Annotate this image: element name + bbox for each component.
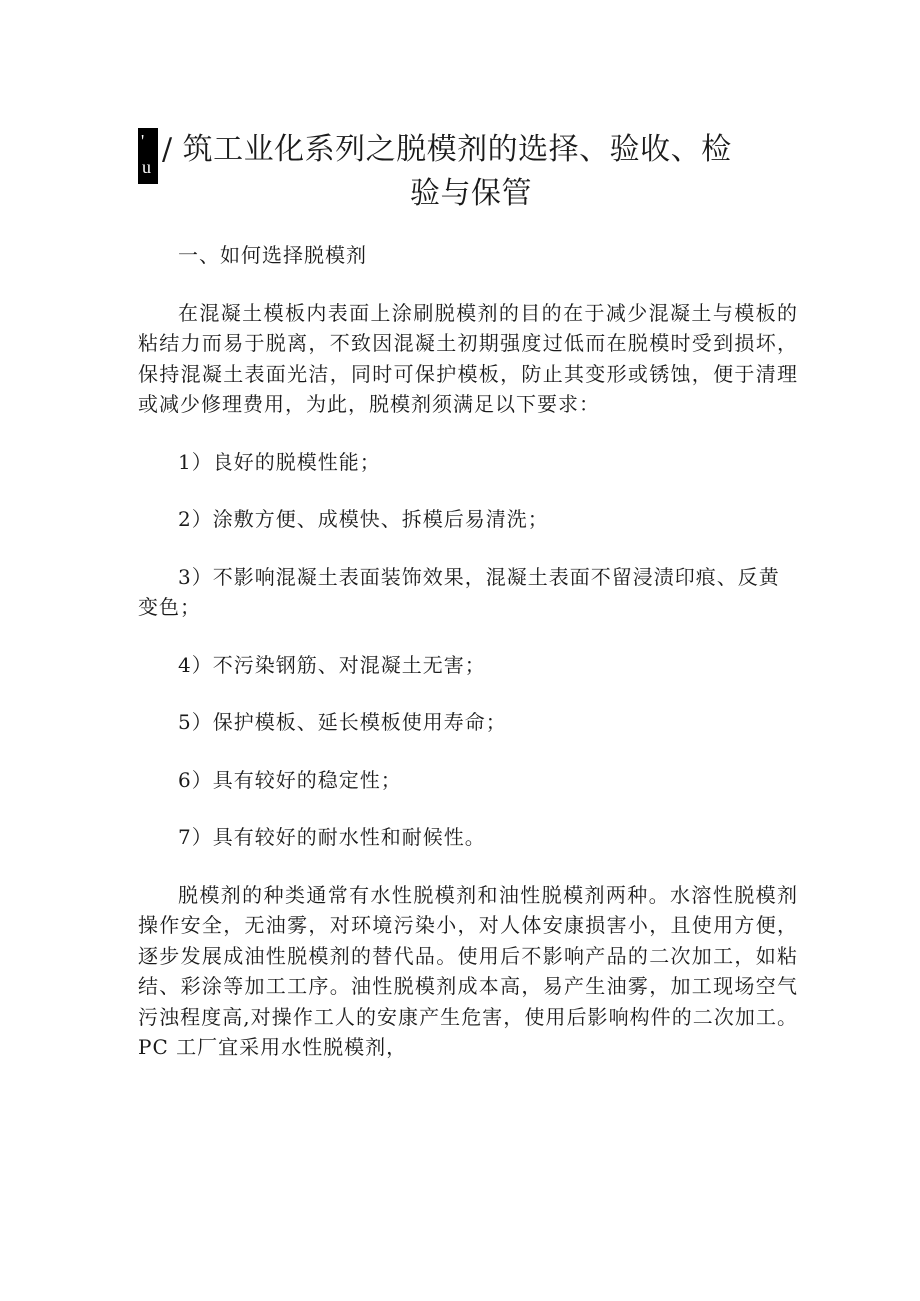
document-title bbox=[138, 128, 798, 218]
requirement-item: 1）良好的脱模性能； bbox=[178, 449, 381, 474]
intro-paragraph: 在混凝土模板内表面上涂刷脱模剂的目的在于减少混凝土与模板的粘结力而易于脱离，不致因混凝土初期强度过低而在脱模时受到损坏，保持混凝土表面光洁，同时可保护模板，防止其变形或锈蚀，便于清理或减少修理费用，为此，脱模剂须满足以下要求： bbox=[138, 300, 798, 416]
title-mark-top: ' bbox=[141, 131, 145, 151]
title-mark-bottom: u bbox=[142, 157, 151, 177]
requirement-item: 4）不污染钢筋、对混凝土无害； bbox=[178, 652, 486, 677]
requirement-item: 7）具有较好的耐水性和耐候性。 bbox=[178, 825, 486, 849]
section-heading: 一、如何选择脱模剂 bbox=[178, 243, 367, 267]
requirement-item: 6）具有较好的稳定性； bbox=[178, 767, 402, 792]
document-body bbox=[138, 240, 798, 1090]
requirement-item: 5）保护模板、延长模板使用寿命； bbox=[178, 710, 507, 734]
title-mark-glyph bbox=[138, 128, 158, 184]
requirement-item: 3）不影响混凝土表面装饰效果，混凝土表面不留浸渍印痕、反黄变色； bbox=[138, 564, 780, 619]
title-line-2: 验与保管 bbox=[410, 176, 532, 211]
title-line-1: / 筑工业化系列之脱模剂的选择、验收、检 bbox=[162, 132, 732, 167]
requirement-item: 2）涂敷方便、成模快、拆模后易清洗； bbox=[178, 507, 549, 531]
types-paragraph: 脱模剂的种类通常有水性脱模剂和油性脱模剂两种。水溶性脱模剂操作安全，无油雾，对环境污染小，对人体安康损害小，且使用方便，逐步发展成油性脱模剂的替代品。使用后不影响产品的二次加工，如粘结、彩涂等加工工序。油性脱模剂成本高，易产生油雾，加工现场空气污浊程度高,对操作工人的安康产生危害，使用后影响构件的二次加工。PC 工厂宜采用水性脱模剂， bbox=[138, 882, 798, 1059]
